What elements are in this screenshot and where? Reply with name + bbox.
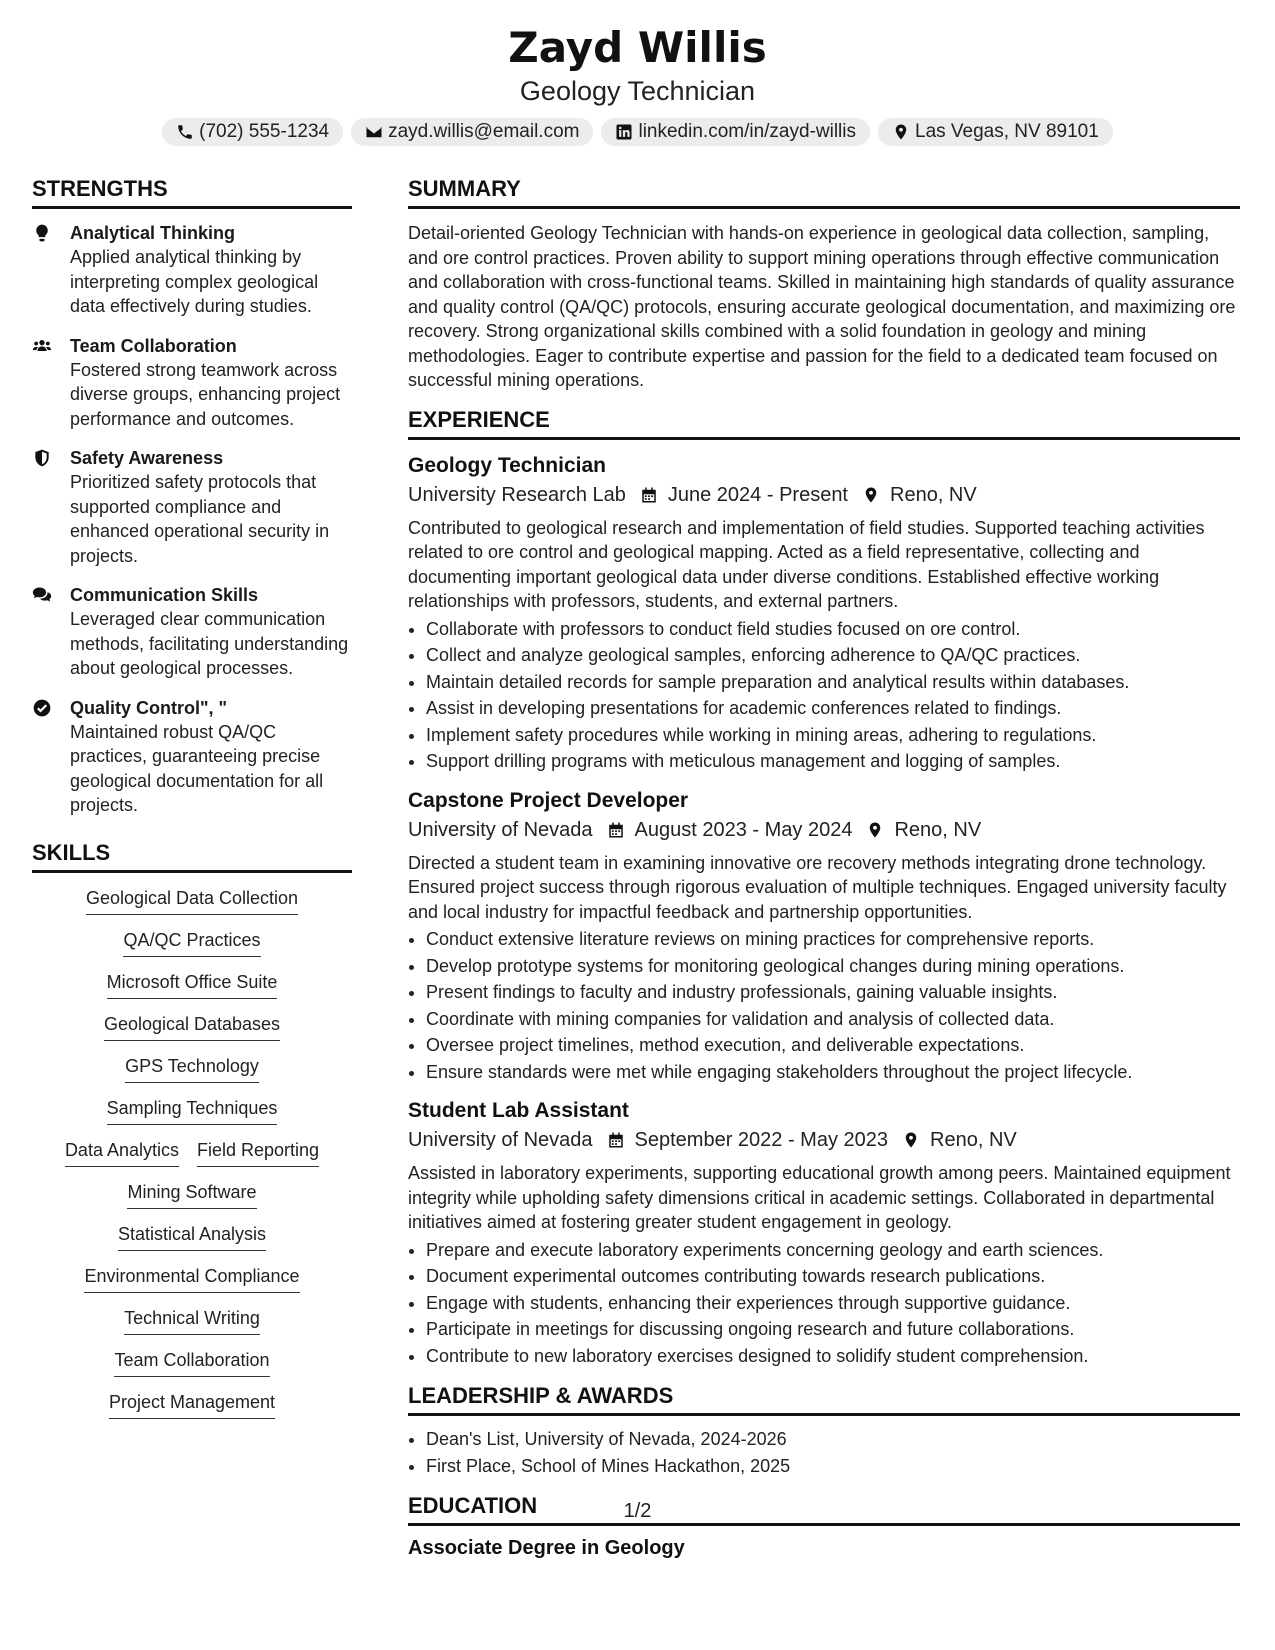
map-pin-icon	[892, 123, 910, 141]
list-item: • Collect and analyze geological samples, enforcing adherence to QA/QC practices.	[426, 642, 1240, 669]
job-dates: September 2022 - May 2023	[634, 1129, 889, 1151]
education-heading: EDUCATION	[408, 1493, 1240, 1526]
skills-list	[32, 885, 352, 1419]
strength-desc: Fostered strong teamwork across diverse groups, enhancing project performance and outcomes.	[70, 359, 341, 429]
skill-tag: Microsoft Office Suite	[107, 969, 278, 999]
calendar-icon	[607, 821, 625, 839]
strength-desc: Maintained robust QA/QC practices, guaranteeing precise geological documentation for all projects.	[70, 721, 324, 815]
skill-tag: Project Management	[109, 1389, 275, 1419]
map-pin-icon	[866, 821, 884, 839]
strength-title: Safety Awareness	[70, 448, 224, 468]
list-item: • Oversee project timelines, method execution, and deliverable expectations.	[426, 1032, 1240, 1059]
strength-item	[32, 583, 352, 681]
strength-title: Quality Control", "	[70, 697, 228, 718]
strength-item	[32, 446, 352, 568]
experience-heading: EXPERIENCE	[408, 407, 1240, 440]
candidate-name: Zayd Willis	[508, 23, 767, 72]
right-column	[408, 176, 1240, 1562]
degree-title: Associate Degree in Geology	[408, 1537, 685, 1559]
skill-tag: Data Analytics	[65, 1137, 179, 1167]
skill-tag: Environmental Compliance	[84, 1263, 299, 1293]
contact-phone[interactable]	[162, 118, 343, 146]
strength-desc: Applied analytical thinking by interpreting complex geological data effectively during studies.	[70, 247, 319, 316]
list-item: • Engage with students, enhancing their experiences through supportive guidance.	[426, 1290, 1240, 1317]
skill-tag: Geological Databases	[104, 1011, 280, 1041]
list-item: • Support drilling programs with meticulous management and logging of samples.	[426, 748, 1240, 775]
skills-heading: SKILLS	[32, 840, 352, 873]
skill-tag: Statistical Analysis	[118, 1221, 266, 1251]
linkedin-icon	[615, 123, 633, 141]
contact-linkedin-text: linkedin.com/in/zayd-willis	[638, 121, 857, 142]
job-entry	[408, 1097, 1240, 1369]
list-item: • Contribute to new laboratory exercises designed to solidify student comprehension.	[426, 1343, 1240, 1370]
job-org: University of Nevada	[408, 1129, 593, 1151]
lightbulb-icon	[32, 223, 52, 243]
skill-tag: Technical Writing	[124, 1305, 260, 1335]
left-column	[32, 176, 352, 1419]
envelope-icon	[365, 123, 383, 141]
list-item: • Participate in meetings for discussing ongoing research and future collaborations.	[426, 1316, 1240, 1343]
strength-title: Communication Skills	[70, 585, 259, 605]
list-item: • Prepare and execute laboratory experiments concerning geology and earth sciences.	[426, 1237, 1240, 1264]
contact-email-text: zayd.willis@email.com	[388, 121, 580, 142]
list-item: • Implement safety procedures while working in mining areas, adhering to regulations.	[426, 722, 1240, 749]
job-dates: August 2023 - May 2024	[634, 818, 853, 841]
list-item: • Present findings to faculty and industry professionals, gaining valuable insights.	[426, 979, 1240, 1006]
contact-location-text: Las Vegas, NV 89101	[915, 121, 1099, 142]
skill-tag: Mining Software	[127, 1179, 256, 1209]
list-item: • Document experimental outcomes contributing towards research publications.	[426, 1263, 1240, 1290]
strength-desc: Leveraged clear communication methods, facilitating understanding about geological processes.	[70, 609, 349, 678]
strength-title: Team Collaboration	[70, 335, 237, 356]
list-item: • Collaborate with professors to conduct field studies focused on ore control.	[426, 616, 1240, 643]
job-dates: June 2024 - Present	[667, 483, 848, 506]
job-meta	[408, 815, 1240, 845]
job-meta	[408, 480, 1240, 510]
list-item: • Ensure standards were met while engaging stakeholders throughout the project lifecycle.	[426, 1059, 1240, 1086]
job-desc: Directed a student team in examining innovative ore recovery methods integrating drone technology. Ensured project success through rigorous evaluation of multiple techniques. Engaged university faculty and local industry for impactful feedback and partnership opportunities.	[408, 852, 1227, 922]
resume-header	[0, 22, 1275, 146]
list-item: • Maintain detailed records for sample preparation and analytical results within databases.	[426, 669, 1240, 696]
skill-tag: GPS Technology	[125, 1053, 259, 1083]
strengths-heading: STRENGTHS	[32, 176, 352, 209]
contact-location[interactable]	[878, 118, 1113, 146]
job-desc: Contributed to geological research and implementation of field studies. Supported teaching activities related to ore control and geological mapping. Acted as a field representative, collecting and documenting important geological data under diverse conditions. Established effective working relationships with professors, students, and external partners.	[408, 517, 1205, 611]
strength-title: Analytical Thinking	[70, 223, 236, 243]
leadership-heading: LEADERSHIP & AWARDS	[408, 1383, 1240, 1416]
skill-tag: Sampling Techniques	[107, 1095, 278, 1125]
leadership-list	[408, 1426, 1240, 1479]
job-bullets	[408, 1237, 1240, 1370]
job-desc: Assisted in laboratory experiments, supporting educational growth among peers. Maintained equipment integrity while upholding safety dimensions critical in academic settings. Collaborated in departmental initiatives aimed at fostering greater student engagement in geology.	[408, 1163, 1231, 1232]
list-item: • Develop prototype systems for monitoring geological changes during mining operations.	[426, 953, 1240, 980]
list-item: • Coordinate with mining companies for validation and analysis of collected data.	[426, 1006, 1240, 1033]
job-title: Geology Technician	[408, 453, 606, 477]
map-pin-icon	[862, 486, 880, 504]
strength-item	[32, 334, 352, 432]
strength-desc: Prioritized safety protocols that supported compliance and enhanced operational security in projects.	[70, 472, 330, 566]
summary-heading: SUMMARY	[408, 176, 1240, 209]
candidate-role: Geology Technician	[519, 76, 756, 106]
contact-phone-text: (702) 555-1234	[199, 121, 330, 142]
calendar-icon	[607, 1131, 625, 1149]
strength-item	[32, 221, 352, 319]
contact-email[interactable]	[351, 118, 593, 146]
skill-tag: QA/QC Practices	[123, 927, 260, 957]
job-meta	[408, 1125, 1240, 1155]
job-entry	[408, 452, 1240, 775]
check-circle-icon	[32, 698, 52, 718]
skill-tag: Field Reporting	[197, 1137, 319, 1167]
job-location: Reno, NV	[930, 1129, 1017, 1151]
skill-tag: Team Collaboration	[114, 1347, 269, 1377]
strength-item	[32, 696, 352, 818]
map-pin-icon	[902, 1131, 920, 1149]
comments-icon	[32, 585, 52, 605]
list-item: • Assist in developing presentations for academic conferences related to findings.	[426, 695, 1240, 722]
job-title: Capstone Project Developer	[408, 788, 689, 812]
list-item: • Conduct extensive literature reviews on mining practices for comprehensive reports.	[426, 926, 1240, 953]
list-item: • First Place, School of Mines Hackathon, 2025	[426, 1453, 1240, 1480]
summary-text: Detail-oriented Geology Technician with hands-on experience in geological data collection, sampling, and ore control practices. Proven ability to support mining operations through effective communication and collaboration with cross-functional teams. Skilled in maintaining high standards of quality assurance and quality control (QA/QC) protocols, ensuring accurate geological documentation, and maximizing ore recovery. Strong organizational skills combined with a solid foundation in geology and mining methodologies. Eager to contribute expertise and passion for the field to a dedicated team focused on successful mining operations.	[408, 223, 1236, 390]
job-org: University Research Lab	[408, 483, 626, 506]
calendar-icon	[640, 486, 658, 504]
job-entry	[408, 787, 1240, 1086]
users-icon	[32, 336, 52, 356]
job-location: Reno, NV	[890, 483, 977, 506]
job-title: Student Lab Assistant	[408, 1099, 629, 1122]
skill-tag: Geological Data Collection	[86, 885, 298, 915]
contact-bar	[0, 118, 1275, 146]
phone-icon	[176, 123, 194, 141]
shield-icon	[32, 448, 52, 468]
job-bullets	[408, 926, 1240, 1085]
job-org: University of Nevada	[408, 818, 593, 841]
list-item: • Dean's List, University of Nevada, 2024-2026	[426, 1426, 1240, 1453]
job-bullets	[408, 616, 1240, 775]
contact-linkedin[interactable]	[601, 118, 870, 146]
job-location: Reno, NV	[894, 818, 982, 841]
page-number: 1/2	[623, 1500, 652, 1522]
